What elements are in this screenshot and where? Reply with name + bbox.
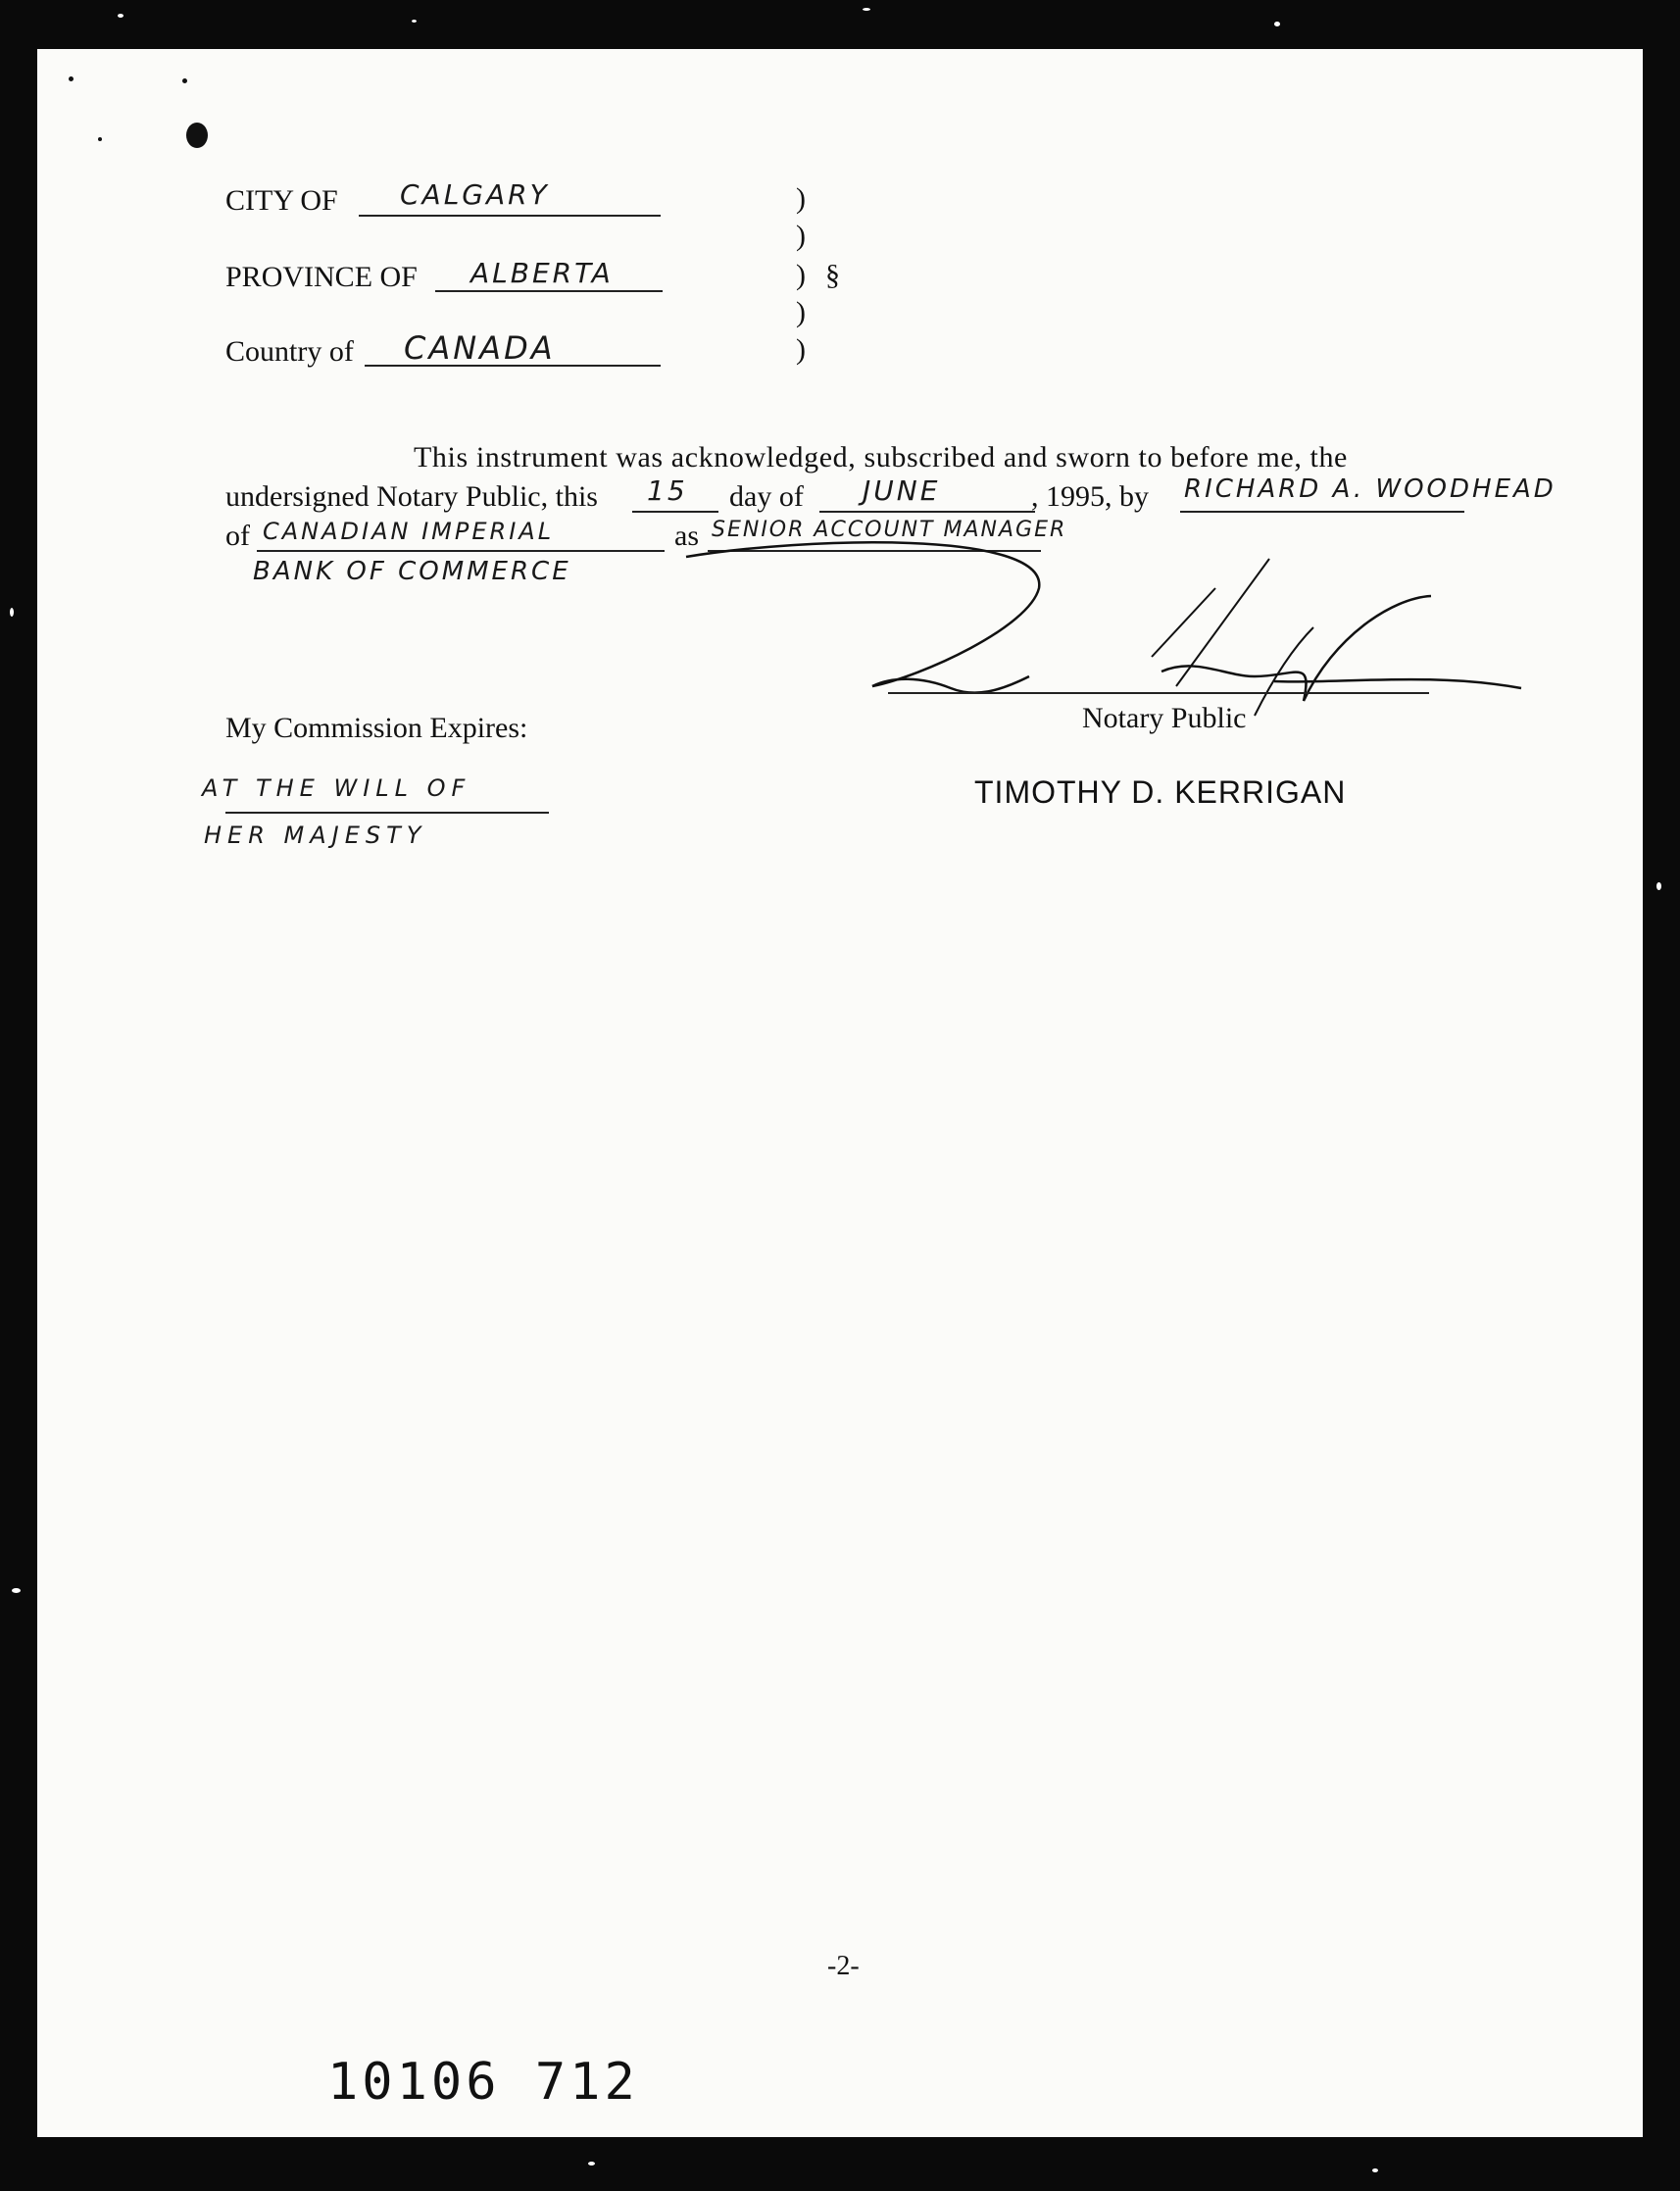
scan-speck [1372, 2168, 1378, 2172]
title-value: SENIOR ACCOUNT MANAGER [712, 518, 1067, 542]
scan-blot [186, 123, 208, 148]
scan-speck [12, 1588, 21, 1593]
city-value: CALGARY [400, 178, 550, 211]
bracket: ) [796, 259, 806, 291]
scan-speck [863, 8, 870, 11]
bracket: ) [796, 182, 806, 215]
bracket: ) [796, 333, 806, 366]
commission-expires-label: My Commission Expires: [225, 712, 528, 744]
notary-public-caption: Notary Public [1082, 702, 1247, 734]
as-label: as [674, 520, 699, 552]
commission-value-1: AT THE WILL OF [202, 774, 471, 802]
acknowledgment-line-2-prefix: undersigned Notary Public, this [225, 480, 598, 513]
section-symbol: § [825, 259, 840, 291]
scan-speck-dark [182, 78, 187, 83]
bracket: ) [796, 296, 806, 328]
month-value: JUNE [863, 474, 941, 507]
scan-speck [10, 608, 14, 617]
scan-speck-dark [69, 76, 74, 81]
scan-speck [1274, 22, 1280, 26]
person-value: RICHARD A. WOODHEAD [1184, 474, 1556, 504]
country-value: CANADA [404, 329, 556, 367]
notary-name: TIMOTHY D. KERRIGAN [974, 774, 1347, 810]
country-label: Country of [225, 335, 354, 368]
province-label: PROVINCE OF [225, 261, 418, 293]
company-underline [257, 550, 665, 552]
document-number: 10106 712 [327, 2053, 639, 2112]
year-text: , 1995, by [1031, 480, 1149, 513]
day-underline [632, 511, 718, 513]
month-underline [819, 511, 1035, 513]
acknowledgment-line-1: This instrument was acknowledged, subscribed and sworn to before me, the [414, 441, 1348, 473]
day-label: day of [729, 480, 804, 513]
commission-underline [225, 812, 549, 814]
day-value: 15 [647, 474, 688, 507]
company-value-1: CANADIAN IMPERIAL [263, 518, 555, 545]
bracket: ) [796, 220, 806, 252]
company-value-2: BANK OF COMMERCE [253, 557, 571, 586]
province-underline [435, 290, 663, 292]
signature-line [888, 692, 1429, 694]
scan-speck [412, 20, 417, 23]
commission-value-2: HER MAJESTY [204, 822, 427, 849]
page-number: -2- [827, 1951, 860, 1981]
scan-speck [1656, 882, 1661, 890]
person-underline [1180, 511, 1464, 513]
of-label: of [225, 520, 250, 552]
notary-signature [627, 529, 1529, 725]
scan-speck-dark [98, 137, 102, 141]
scan-speck [588, 2162, 595, 2166]
city-underline [359, 215, 661, 217]
scan-speck [118, 14, 124, 18]
province-value: ALBERTA [470, 257, 614, 289]
city-label: CITY OF [225, 184, 338, 217]
